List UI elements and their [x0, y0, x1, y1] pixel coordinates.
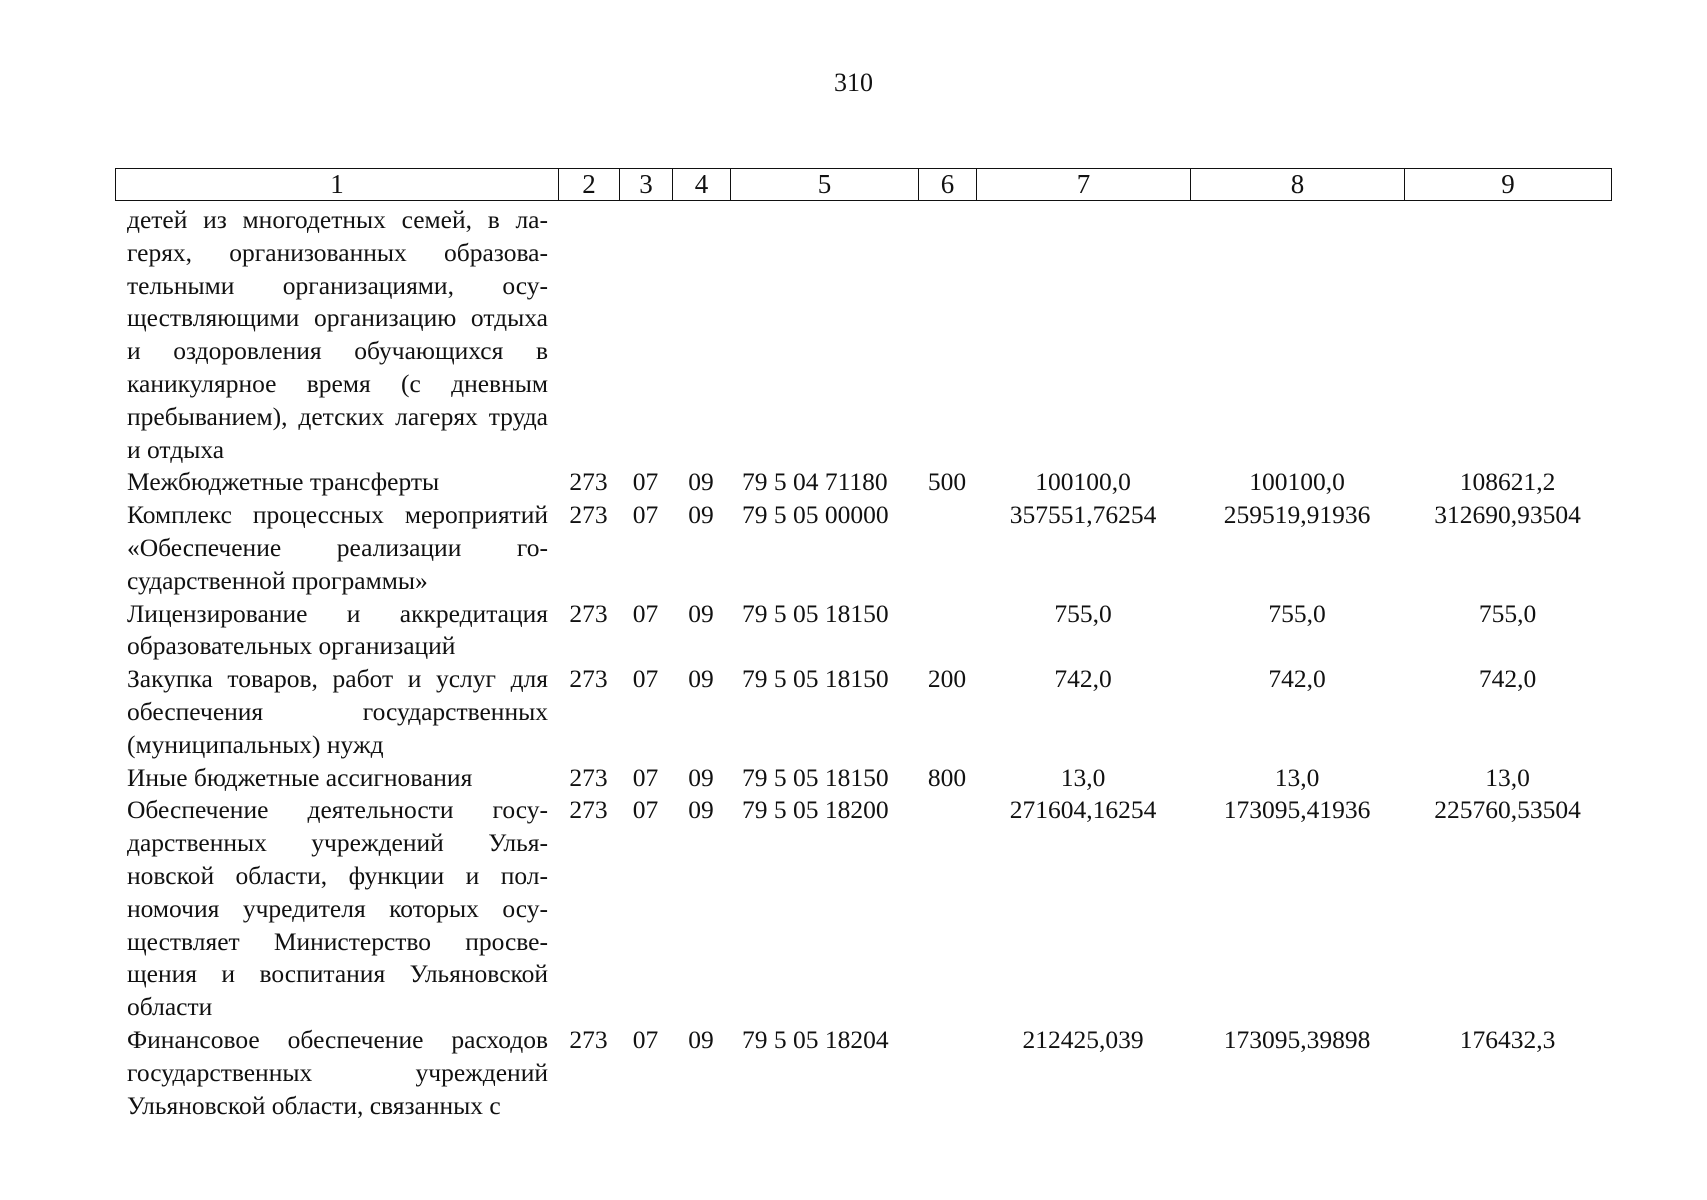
column-number-header: [115, 168, 1612, 201]
cell-amount-col8: 173095,39898: [1223, 1024, 1371, 1054]
cell-target-article: 79 5 05 18204: [742, 1024, 889, 1054]
table-row: [115, 663, 1611, 761]
cell-target-article: 79 5 05 00000: [742, 500, 889, 530]
row-name: Финансовое обеспечение расходов государственных учреждений Ульяновской области, связанных с: [127, 1024, 548, 1120]
cell-ministry: 273: [569, 500, 608, 530]
cell-expense-type: [918, 598, 976, 664]
cell-amount-col7: [976, 204, 1190, 466]
cell-amount-col8: 13,0: [1274, 762, 1320, 792]
cell-ministry: [558, 204, 619, 466]
table-row: [115, 499, 1611, 597]
cell-amount-col8: 755,0: [1268, 598, 1326, 628]
cell-expense-type: 200: [927, 664, 967, 694]
cell-expense-type: [918, 499, 976, 597]
header-cell: 4: [673, 169, 731, 201]
cell-section: 07: [632, 598, 659, 628]
row-name: детей из многодетных семей, в лагерях, организованных образовательными организациями, осуществляющими организацию отдыха и оздоровления обучающихся в каникулярное время (с дневным пребыванием), детских лагерях труда и отдыха: [127, 205, 548, 464]
cell-amount-col9: 108621,2: [1459, 467, 1556, 497]
cell-expense-type: [918, 204, 976, 466]
cell-subsection: 09: [688, 598, 714, 628]
table-row: [115, 598, 1611, 664]
cell-section: 07: [632, 664, 659, 694]
cell-target-article: 79 5 05 18200: [742, 795, 889, 825]
cell-section: 07: [632, 762, 659, 792]
cell-subsection: 09: [688, 1024, 714, 1054]
cell-expense-type: 500: [927, 467, 967, 497]
row-name: Обеспечение деятельности государственных учреждений Ульяновской области, функции и полномочия учредителя которых осуществляет Министерство просвещения и воспитания Ульяновской области: [127, 795, 548, 1022]
header-cell: 3: [620, 169, 673, 201]
cell-amount-col9: 755,0: [1478, 598, 1537, 628]
page-number: 310: [834, 68, 873, 97]
cell-amount-col7: 357551,76254: [1009, 500, 1157, 530]
cell-amount-col8: [1190, 204, 1404, 466]
header-cell: 5: [731, 169, 919, 201]
cell-subsection: 09: [688, 795, 714, 825]
header-cell: 9: [1405, 169, 1612, 201]
table-row: [115, 794, 1611, 1024]
cell-subsection: 09: [688, 467, 714, 497]
cell-target-article: 79 5 05 18150: [742, 664, 889, 694]
budget-table: [115, 204, 1611, 1122]
row-name: Межбюджетные трансферты: [127, 467, 440, 497]
cell-amount-col7: 13,0: [1060, 762, 1106, 792]
cell-amount-col9: [1404, 204, 1611, 466]
cell-subsection: 09: [688, 500, 714, 530]
table-row: [115, 204, 1611, 466]
cell-amount-col7: 100100,0: [1035, 467, 1131, 497]
cell-section: 07: [632, 795, 659, 825]
cell-ministry: 273: [569, 467, 608, 497]
cell-amount-col8: 742,0: [1268, 664, 1326, 694]
cell-expense-type: [918, 1024, 976, 1122]
cell-expense-type: 800: [927, 762, 967, 792]
cell-target-article: [730, 204, 918, 466]
row-name: Иные бюджетные ассигнования: [127, 762, 473, 792]
cell-expense-type: [918, 794, 976, 1024]
table-row: [115, 466, 1611, 499]
cell-amount-col7: 742,0: [1054, 664, 1112, 694]
cell-amount-col9: 312690,93504: [1434, 500, 1581, 530]
cell-section: 07: [632, 467, 659, 497]
cell-amount-col9: 13,0: [1485, 762, 1530, 792]
cell-amount-col7: 271604,16254: [1009, 795, 1157, 825]
header-cell: 7: [977, 169, 1191, 201]
cell-section: 07: [632, 1024, 659, 1054]
cell-target-article: 79 5 05 18150: [742, 598, 889, 628]
cell-ministry: 273: [569, 598, 608, 628]
cell-amount-col9: 742,0: [1478, 664, 1537, 694]
cell-amount-col7: 755,0: [1054, 598, 1112, 628]
row-name: Комплекс процессных мероприятий «Обеспечение реализации государственной программы»: [127, 500, 548, 595]
table-row: [115, 762, 1611, 795]
cell-target-article: 79 5 04 71180: [742, 467, 888, 497]
cell-subsection: 09: [688, 762, 714, 792]
cell-amount-col8: 259519,91936: [1223, 500, 1371, 530]
cell-ministry: 273: [569, 762, 608, 792]
cell-ministry: 273: [569, 664, 608, 694]
cell-amount-col7: 212425,039: [1022, 1024, 1144, 1054]
table-row: [115, 1024, 1611, 1122]
cell-amount-col8: 173095,41936: [1223, 795, 1371, 825]
header-row: [116, 169, 1612, 201]
cell-amount-col9: 225760,53504: [1434, 795, 1581, 825]
cell-amount-col8: 100100,0: [1249, 467, 1345, 497]
header-cell: 2: [559, 169, 620, 201]
header-cell: 1: [116, 169, 559, 201]
row-name: Закупка товаров, работ и услуг для обеспечения государственных (муниципальных) нужд: [127, 664, 548, 759]
cell-subsection: [672, 204, 730, 466]
cell-subsection: 09: [688, 664, 714, 694]
row-name: Лицензирование и аккредитация образовательных организаций: [127, 598, 548, 661]
cell-ministry: 273: [569, 1024, 608, 1054]
cell-amount-col9: 176432,3: [1459, 1024, 1556, 1054]
cell-target-article: 79 5 05 18150: [742, 762, 889, 792]
cell-section: [619, 204, 672, 466]
header-cell: 6: [919, 169, 977, 201]
cell-ministry: 273: [569, 795, 608, 825]
cell-section: 07: [632, 500, 659, 530]
header-cell: 8: [1191, 169, 1405, 201]
